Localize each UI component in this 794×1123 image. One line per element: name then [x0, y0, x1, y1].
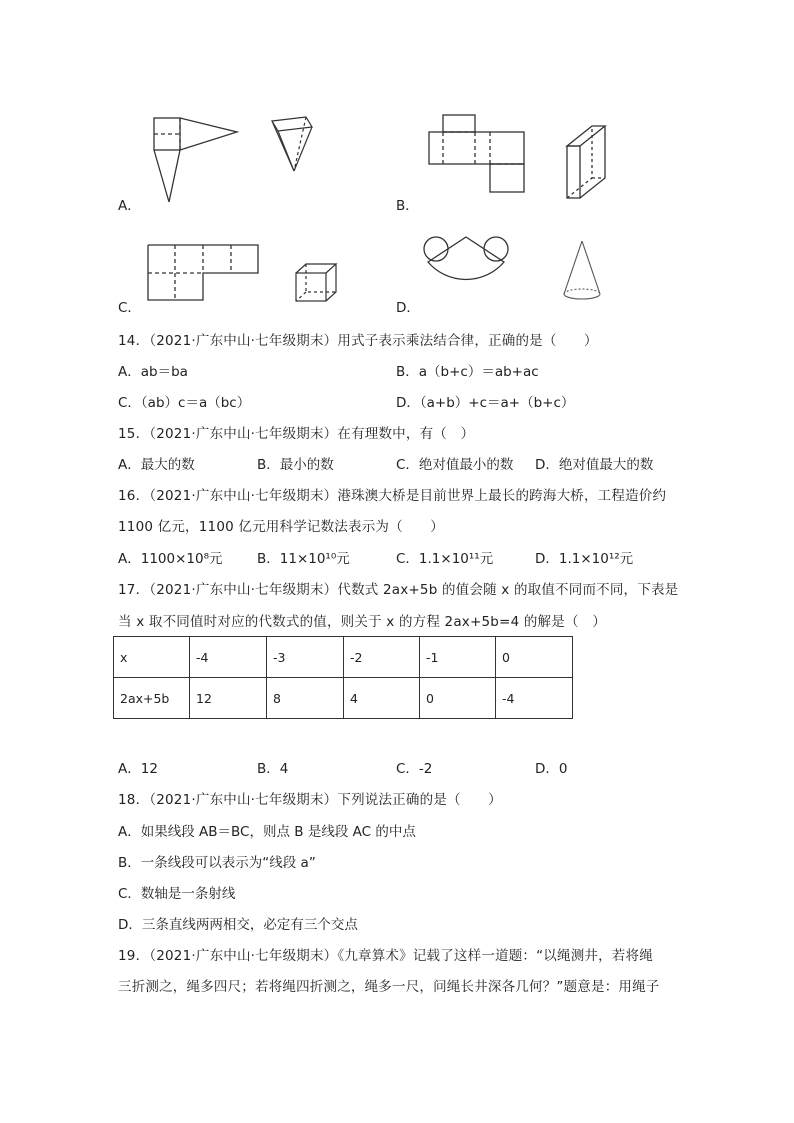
figure-a-net — [145, 112, 255, 207]
figure-d-net — [420, 232, 530, 302]
q17-option-a: A．12 — [118, 761, 158, 777]
q17-option-b: B．4 — [257, 761, 289, 777]
option-d-label: D． — [396, 300, 420, 316]
q14-option-d: D．（a+b）+c＝a+（b+c） — [396, 395, 575, 411]
q14-option-c: C．（ab）c＝a（bc） — [118, 395, 251, 411]
q15-option-d: D．绝对值最大的数 — [535, 457, 654, 473]
table-cell: -1 — [420, 637, 496, 678]
table-cell: 4 — [344, 678, 420, 719]
q17-stem-line1: 17．（2021·广东中山·七年级期末）代数式 2ax+5b 的值会随 x 的取值不同而不同，下表是 — [118, 582, 679, 598]
q16-option-d: D．1.1×10¹²元 — [535, 551, 634, 567]
q16-option-c: C．1.1×10¹¹元 — [396, 551, 494, 567]
q16-stem-line1: 16．（2021·广东中山·七年级期末）港珠澳大桥是目前世界上最长的跨海大桥，工程造价约 — [118, 488, 667, 504]
q19-line2: 三折测之，绳多四尺；若将绳四折测之，绳多一尺，问绳长井深各几何？”题意是：用绳子 — [118, 979, 660, 995]
table-cell: 0 — [496, 637, 573, 678]
option-b-label: B． — [396, 198, 419, 214]
table-cell: x — [114, 637, 190, 678]
q15-option-b: B．最小的数 — [257, 457, 334, 473]
q17-option-d: D．0 — [535, 761, 568, 777]
table-cell: 2ax+5b — [114, 678, 190, 719]
q15-option-c: C．绝对值最小的数 — [396, 457, 514, 473]
q19-line1: 19．（2021·广东中山·七年级期末）《九章算术》记载了这样一道题：“以绳测井，若将绳 — [118, 948, 653, 964]
table-cell: -3 — [267, 637, 344, 678]
q18-stem: 18．（2021·广东中山·七年级期末）下列说法正确的是（ ） — [118, 792, 502, 808]
q14-option-b: B．a（b+c）＝ab+ac — [396, 364, 539, 380]
q17-option-c: C．-2 — [396, 761, 433, 777]
q16-option-a: A．1100×10⁸元 — [118, 551, 223, 567]
q18-option-b: B．一条线段可以表示为“线段 a” — [118, 855, 316, 871]
q14-stem: 14．（2021·广东中山·七年级期末）用式子表示乘法结合律，正确的是（ ） — [118, 333, 598, 349]
figure-b-net — [424, 112, 529, 197]
table-cell: 0 — [420, 678, 496, 719]
q17-stem-line2: 当 x 取不同值时对应的代数式的值，则关于 x 的方程 2ax+5b=4 的解是（ ） — [118, 614, 607, 630]
q18-option-a: A．如果线段 AB＝BC，则点 B 是线段 AC 的中点 — [118, 824, 416, 840]
q15-option-a: A．最大的数 — [118, 457, 195, 473]
value-table — [113, 636, 573, 719]
figure-a-pyramid — [268, 115, 318, 177]
q18-option-c: C．数轴是一条射线 — [118, 886, 236, 902]
q16-option-b: B．11×10¹⁰元 — [257, 551, 350, 567]
table-cell: -4 — [496, 678, 573, 719]
q18-option-d: D．三条直线两两相交，必定有三个交点 — [118, 917, 358, 933]
table-row — [114, 637, 573, 678]
table-row — [114, 678, 573, 719]
table-cell: 8 — [267, 678, 344, 719]
q15-stem: 15．（2021·广东中山·七年级期末）在有理数中，有（ ） — [118, 426, 475, 442]
table-cell: 12 — [190, 678, 267, 719]
figure-c-cube — [292, 262, 342, 304]
table-cell: -4 — [190, 637, 267, 678]
figure-c-net — [143, 238, 263, 303]
q16-stem-line2: 1100 亿元，1100 亿元用科学记数法表示为（ ） — [118, 519, 444, 535]
figure-b-prism — [562, 118, 612, 202]
option-c-label: C． — [118, 300, 141, 316]
option-a-label: A． — [118, 198, 141, 214]
q14-option-a: A．ab＝ba — [118, 364, 188, 380]
table-cell: -2 — [344, 637, 420, 678]
figure-d-cone — [558, 238, 608, 304]
